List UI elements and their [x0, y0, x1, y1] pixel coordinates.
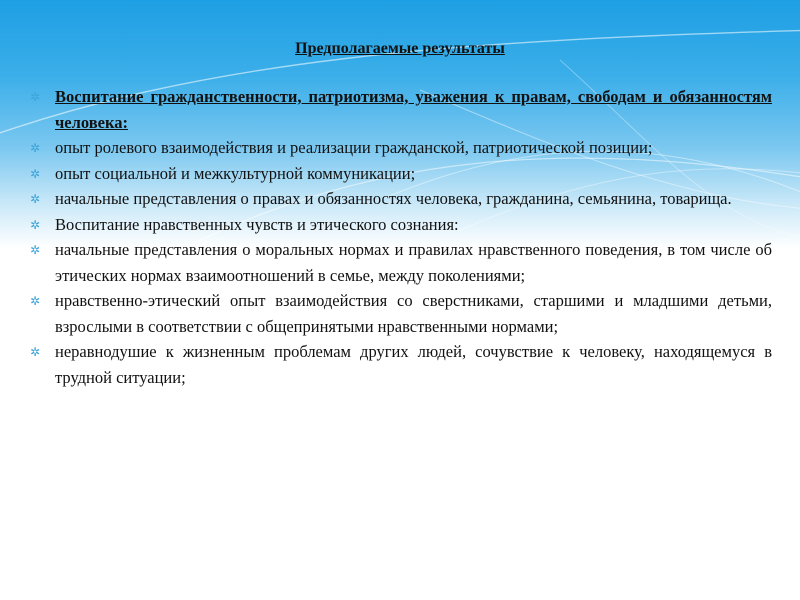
list-item: [30, 212, 772, 238]
bullet-star-icon: ✲: [30, 217, 41, 232]
list-item-text: опыт ролевого взаимодействия и реализации гражданской, патриотической позиции;: [55, 138, 653, 157]
section-heading: Воспитание гражданственности, патриотизма, уважения к правам, свободам и обязанностям человека:: [55, 87, 772, 132]
list-item: [30, 186, 772, 212]
bullet-star-icon: ✲: [30, 141, 41, 155]
bullet-star-icon: ✲: [30, 345, 41, 359]
list-item: [30, 237, 772, 288]
list-item: [30, 135, 772, 161]
list-item: [30, 161, 772, 187]
list-item: [30, 339, 772, 390]
list-item: [30, 288, 772, 339]
list-item-text: нравственно-этический опыт взаимодействия со сверстниками, старшими и младшими детьми, взрослыми в соответствии с общепринятыми нравственными нормами;: [55, 291, 772, 336]
list-item: [30, 84, 772, 135]
results-list: [30, 84, 772, 390]
bullet-star-icon: ✲: [30, 192, 41, 206]
list-item-text: начальные представления о правах и обязанностях человека, гражданина, семьянина, товарища.: [55, 189, 732, 208]
list-item-text: начальные представления о моральных нормах и правилах нравственного поведения, в том числе об этических нормах взаимоотношений в семье, между поколениями;: [55, 240, 772, 285]
list-item-text: неравнодушие к жизненным проблемам других людей, сочувствие к человеку, находящемуся в трудной ситуации;: [55, 342, 772, 387]
slide-title: Предполагаемые результаты: [295, 40, 505, 57]
list-item-text: опыт социальной и межкультурной коммуникации;: [55, 163, 416, 183]
bullet-star-icon: ✲: [30, 90, 41, 104]
bullet-star-icon: ✲: [30, 243, 41, 257]
bullet-star-icon: ✲: [30, 294, 41, 308]
section-heading: Воспитание нравственных чувств и этического сознания:: [55, 214, 459, 234]
bullet-star-icon: ✲: [30, 166, 41, 181]
